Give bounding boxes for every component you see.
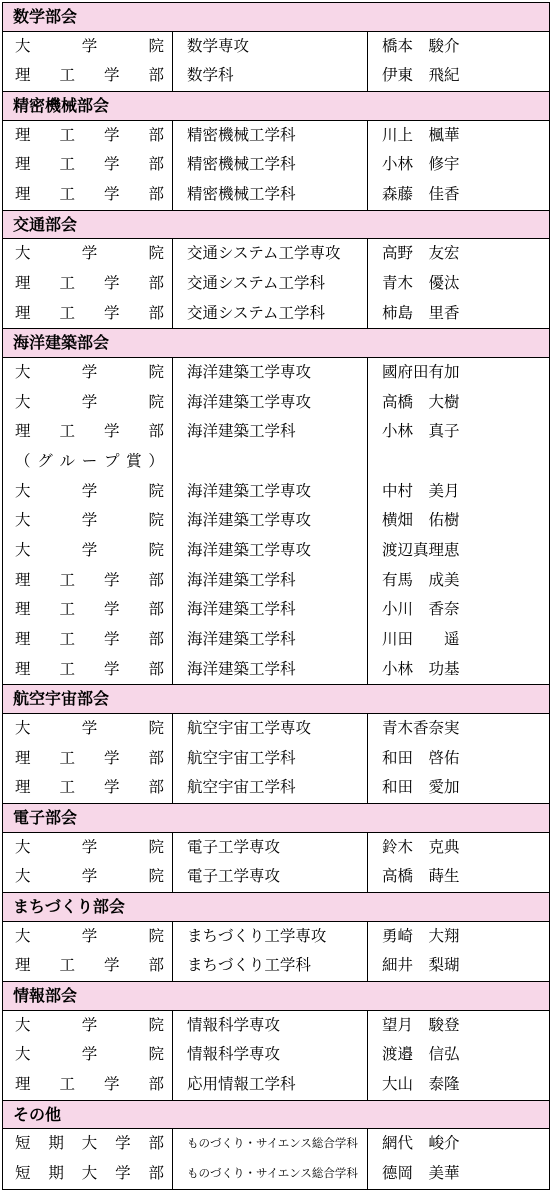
department-cell: 海洋建築工学専攻 <box>173 477 368 507</box>
affiliation-cell: 理 工 学 部 <box>3 150 173 180</box>
section-header: 精密機械部会 <box>3 92 549 121</box>
affiliation-cell: 大 学 院 <box>3 833 173 863</box>
affiliation-cell: 大 学 院 <box>3 388 173 418</box>
table-row <box>3 655 549 685</box>
table-row <box>3 773 549 803</box>
section-header: 数学部会 <box>3 3 549 32</box>
section-rows <box>3 32 549 92</box>
section <box>3 211 549 330</box>
table-row <box>3 239 549 269</box>
student-name-cell: 高橋 蒔生 <box>382 867 460 886</box>
section-header: 海洋建築部会 <box>3 329 549 358</box>
table-row <box>3 506 549 536</box>
affiliation-cell: 大 学 院 <box>3 536 173 566</box>
table-row <box>3 862 549 892</box>
table-row <box>3 1040 549 1070</box>
section-header: 情報部会 <box>3 982 549 1011</box>
student-name-cell: 小林 修宇 <box>382 155 460 174</box>
student-name-cell <box>368 447 549 477</box>
table-row <box>3 150 549 180</box>
section-header: 交通部会 <box>3 211 549 240</box>
student-name-cell: 小林 真子 <box>382 422 460 441</box>
student-name-cell: 小川 香奈 <box>382 600 460 619</box>
department-cell: 交通システム工学科 <box>173 269 368 299</box>
affiliation-cell: 理 工 学 部 <box>3 595 173 625</box>
section-rows <box>3 922 549 982</box>
table-row <box>3 625 549 655</box>
department-cell: まちづくり工学専攻 <box>173 922 368 952</box>
student-name-cell: 鈴木 克典 <box>382 837 460 856</box>
department-cell: 航空宇宙工学科 <box>173 744 368 774</box>
table-row <box>3 388 549 418</box>
table-row <box>3 1011 549 1041</box>
department-cell: 数学科 <box>173 61 368 91</box>
department-cell: 海洋建築工学科 <box>173 595 368 625</box>
section-header: まちづくり部会 <box>3 893 549 922</box>
department-cell: 海洋建築工学専攻 <box>173 388 368 418</box>
affiliation-cell: 理 工 学 部 <box>3 61 173 91</box>
section-header: 電子部会 <box>3 804 549 833</box>
affiliation-cell: 大 学 院 <box>3 358 173 388</box>
affiliation-cell: 理 工 学 部 <box>3 299 173 329</box>
affiliation-cell: 理 工 学 部 <box>3 180 173 210</box>
section <box>3 92 549 211</box>
affiliation-cell: 大 学 院 <box>3 32 173 62</box>
affiliation-cell: 大 学 院 <box>3 239 173 269</box>
student-name-cell: 網代 峻介 <box>382 1134 460 1153</box>
student-name-cell: 勇崎 大翔 <box>382 926 460 945</box>
table-row <box>3 595 549 625</box>
student-name-cell: 柿島 里香 <box>382 303 460 322</box>
department-cell: 海洋建築工学専攻 <box>173 506 368 536</box>
section-header: その他 <box>3 1101 549 1130</box>
section <box>3 329 549 685</box>
student-name-cell: 高橋 大樹 <box>382 392 460 411</box>
department-cell: 精密機械工学科 <box>173 150 368 180</box>
student-name-cell: 有馬 成美 <box>382 570 460 589</box>
section <box>3 982 549 1101</box>
affiliation-cell: 大 学 院 <box>3 1011 173 1041</box>
section-rows <box>3 833 549 893</box>
table-row <box>3 180 549 210</box>
affiliation-cell: 短 期 大 学 部 <box>3 1129 173 1159</box>
table-row <box>3 32 549 62</box>
table-row <box>3 477 549 507</box>
student-name-cell: 渡辺真理恵 <box>382 541 460 559</box>
department-cell: 情報科学専攻 <box>173 1040 368 1070</box>
student-name-cell: 望月 駿登 <box>382 1015 460 1034</box>
table-row <box>3 1159 549 1189</box>
table-row <box>3 1070 549 1100</box>
department-cell: 交通システム工学専攻 <box>173 239 368 269</box>
award-roster-table <box>2 2 550 1190</box>
affiliation-cell: 理 工 学 部 <box>3 566 173 596</box>
student-name-cell: 森藤 佳香 <box>382 184 460 203</box>
department-cell: ものづくり・サイエンス総合学科 <box>173 1129 368 1159</box>
affiliation-cell: 大 学 院 <box>3 477 173 507</box>
table-row <box>3 121 549 151</box>
section-rows <box>3 239 549 329</box>
affiliation-cell: 大 学 院 <box>3 862 173 892</box>
section-rows <box>3 121 549 211</box>
section <box>3 893 549 982</box>
affiliation-cell: 理 工 学 部 <box>3 744 173 774</box>
table-row <box>3 447 549 477</box>
affiliation-cell: 理 工 学 部 <box>3 417 173 447</box>
student-name-cell: 横畑 佑樹 <box>382 511 460 530</box>
department-cell: 交通システム工学科 <box>173 299 368 329</box>
department-cell: まちづくり工学科 <box>173 951 368 981</box>
department-cell: 航空宇宙工学科 <box>173 773 368 803</box>
table-row <box>3 744 549 774</box>
affiliation-cell: 大 学 院 <box>3 1040 173 1070</box>
department-cell: 海洋建築工学科 <box>173 655 368 685</box>
affiliation-cell: 理 工 学 部 <box>3 655 173 685</box>
table-row <box>3 833 549 863</box>
affiliation-cell: 理 工 学 部 <box>3 773 173 803</box>
section-rows <box>3 1129 549 1188</box>
section <box>3 804 549 893</box>
student-name-cell: 細井 梨瑚 <box>382 956 460 975</box>
student-name-cell: 國府田有加 <box>382 362 460 381</box>
affiliation-cell: 理 工 学 部 <box>3 121 173 151</box>
department-cell: 航空宇宙工学専攻 <box>173 714 368 744</box>
table-row <box>3 417 549 447</box>
department-cell: 電子工学専攻 <box>173 862 368 892</box>
table-row <box>3 566 549 596</box>
table-row <box>3 1129 549 1159</box>
affiliation-cell: 大 学 院 <box>3 922 173 952</box>
table-row <box>3 61 549 91</box>
department-cell: 応用情報工学科 <box>173 1070 368 1100</box>
student-name-cell: 青木 優汰 <box>382 273 460 292</box>
table-row <box>3 358 549 388</box>
table-row <box>3 536 549 566</box>
student-name-cell: 德岡 美華 <box>382 1163 460 1182</box>
student-name-cell: 大山 泰隆 <box>382 1075 460 1093</box>
department-cell: 精密機械工学科 <box>173 180 368 210</box>
department-cell: 海洋建築工学専攻 <box>173 358 368 388</box>
student-name-cell: 青木香奈実 <box>382 719 460 738</box>
table-row <box>3 299 549 329</box>
student-name-cell: 川田 遥 <box>382 630 460 649</box>
student-name-cell: 中村 美月 <box>382 481 460 500</box>
section <box>3 3 549 92</box>
affiliation-cell: 理 工 学 部 <box>3 951 173 981</box>
affiliation-cell: 理 工 学 部 <box>3 269 173 299</box>
student-name-cell: 川上 楓華 <box>382 125 460 144</box>
affiliation-cell: 理 工 学 部 <box>3 625 173 655</box>
section-rows <box>3 714 549 804</box>
section-rows <box>3 1011 549 1101</box>
department-cell: 数学専攻 <box>173 32 368 62</box>
student-name-cell: 渡邉 信弘 <box>382 1045 460 1064</box>
affiliation-cell: （ グ ル ー プ 賞 ） <box>3 447 173 477</box>
section-rows <box>3 358 549 686</box>
student-name-cell: 高野 友宏 <box>382 244 460 263</box>
section <box>3 685 549 804</box>
department-cell <box>173 447 368 477</box>
student-name-cell: 和田 啓佑 <box>382 748 460 767</box>
affiliation-cell: 理 工 学 部 <box>3 1070 173 1100</box>
student-name-cell: 和田 愛加 <box>382 778 460 797</box>
table-row <box>3 269 549 299</box>
department-cell: 海洋建築工学科 <box>173 417 368 447</box>
student-name-cell: 伊東 飛紀 <box>382 66 460 85</box>
affiliation-cell: 大 学 院 <box>3 506 173 536</box>
section <box>3 1101 549 1189</box>
department-cell: 海洋建築工学科 <box>173 566 368 596</box>
student-name-cell: 橋本 駿介 <box>382 36 460 55</box>
affiliation-cell: 大 学 院 <box>3 714 173 744</box>
department-cell: 海洋建築工学専攻 <box>173 536 368 566</box>
section-header: 航空宇宙部会 <box>3 685 549 714</box>
department-cell: ものづくり・サイエンス総合学科 <box>173 1159 368 1189</box>
department-cell: 海洋建築工学科 <box>173 625 368 655</box>
department-cell: 電子工学専攻 <box>173 833 368 863</box>
department-cell: 精密機械工学科 <box>173 121 368 151</box>
student-name-cell: 小林 功基 <box>382 659 460 678</box>
table-row <box>3 922 549 952</box>
table-row <box>3 951 549 981</box>
affiliation-cell: 短 期 大 学 部 <box>3 1159 173 1189</box>
table-row <box>3 714 549 744</box>
department-cell: 情報科学専攻 <box>173 1011 368 1041</box>
